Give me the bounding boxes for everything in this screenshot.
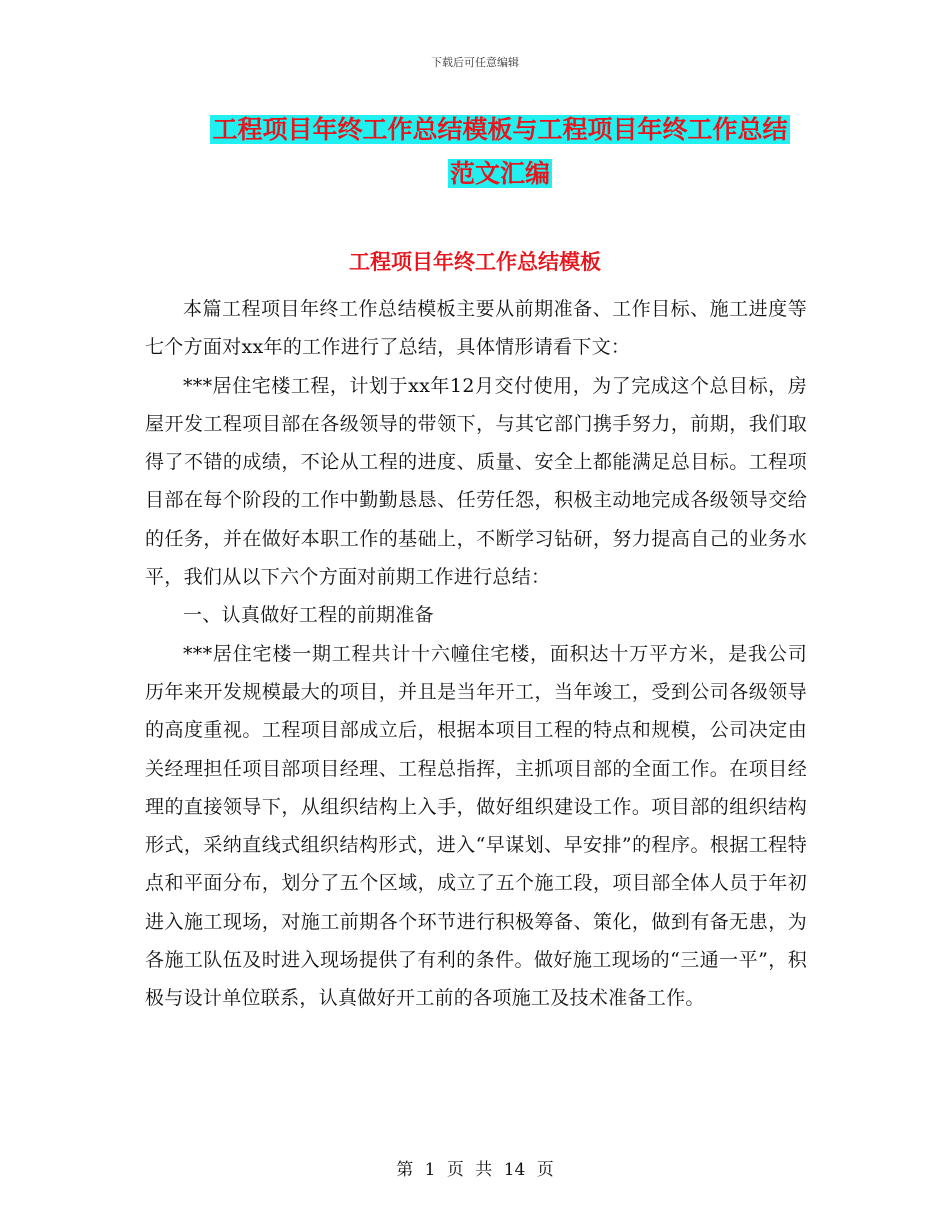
header-note: 下载后可任意编辑 — [431, 56, 519, 69]
section-title: 工程项目年终工作总结模板 — [349, 249, 601, 274]
main-title — [150, 108, 850, 196]
main-title-line2: 范文汇编 — [449, 159, 550, 188]
main-title-line1: 工程项目年终工作总结模板与工程项目年终工作总结 — [212, 115, 788, 144]
body-text — [145, 290, 807, 1018]
page-footer: 第 1 页 共 14 页 — [396, 1160, 554, 1180]
paragraph-intro: 本篇工程项目年终工作总结模板主要从前期准备、工作目标、施工进度等七个方面对xx年的工作进行了总结，具体情形请看下文： — [145, 298, 807, 359]
paragraph-overview: ***居住宅楼工程，计划于xx年12月交付使用，为了完成这个总目标，房屋开发工程项目部在各级领导的带领下，与其它部门携手努力，前期，我们取得了不错的成绩，不论从工程的进度、质量、安全上都能满足总目标。工程项目部在每个阶段的工作中勤勤恳恳、任劳任怨，积极主动地完成各级领导交给的任务，并在做好本职工作的基础上，不断学习钻研，努力提高自己的业务水平，我们从以下六个方面对前期工作进行总结： — [145, 374, 807, 589]
paragraph-preparation: ***居住宅楼一期工程共计十六幢住宅楼，面积达十万平方米，是我公司历年来开发规模最大的项目，并且是当年开工，当年竣工，受到公司各级领导的高度重视。工程项目部成立后，根据本项目工程的特点和规模，公司决定由关经理担任项目部项目经理、工程总指挥，主抓项目部的全面工作。在项目经理的直接领导下，从组织结构上入手，做好组织建设工作。项目部的组织结构形式，采纳直线式组织结构形式，进入“早谋划、早安排”的程序。根据工程特点和平面分布，划分了五个区域，成立了五个施工段，项目部全体人员于年初进入施工现场，对施工前期各个环节进行积极筹备、策化，做到有备无患，为各施工队伍及时进入现场提供了有利的条件。做好施工现场的“三通一平”，积极与设计单位联系，认真做好开工前的各项施工及技术准备工作。 — [145, 642, 807, 1010]
paragraph-heading-1: 一、认真做好工程的前期准备 — [183, 604, 434, 627]
